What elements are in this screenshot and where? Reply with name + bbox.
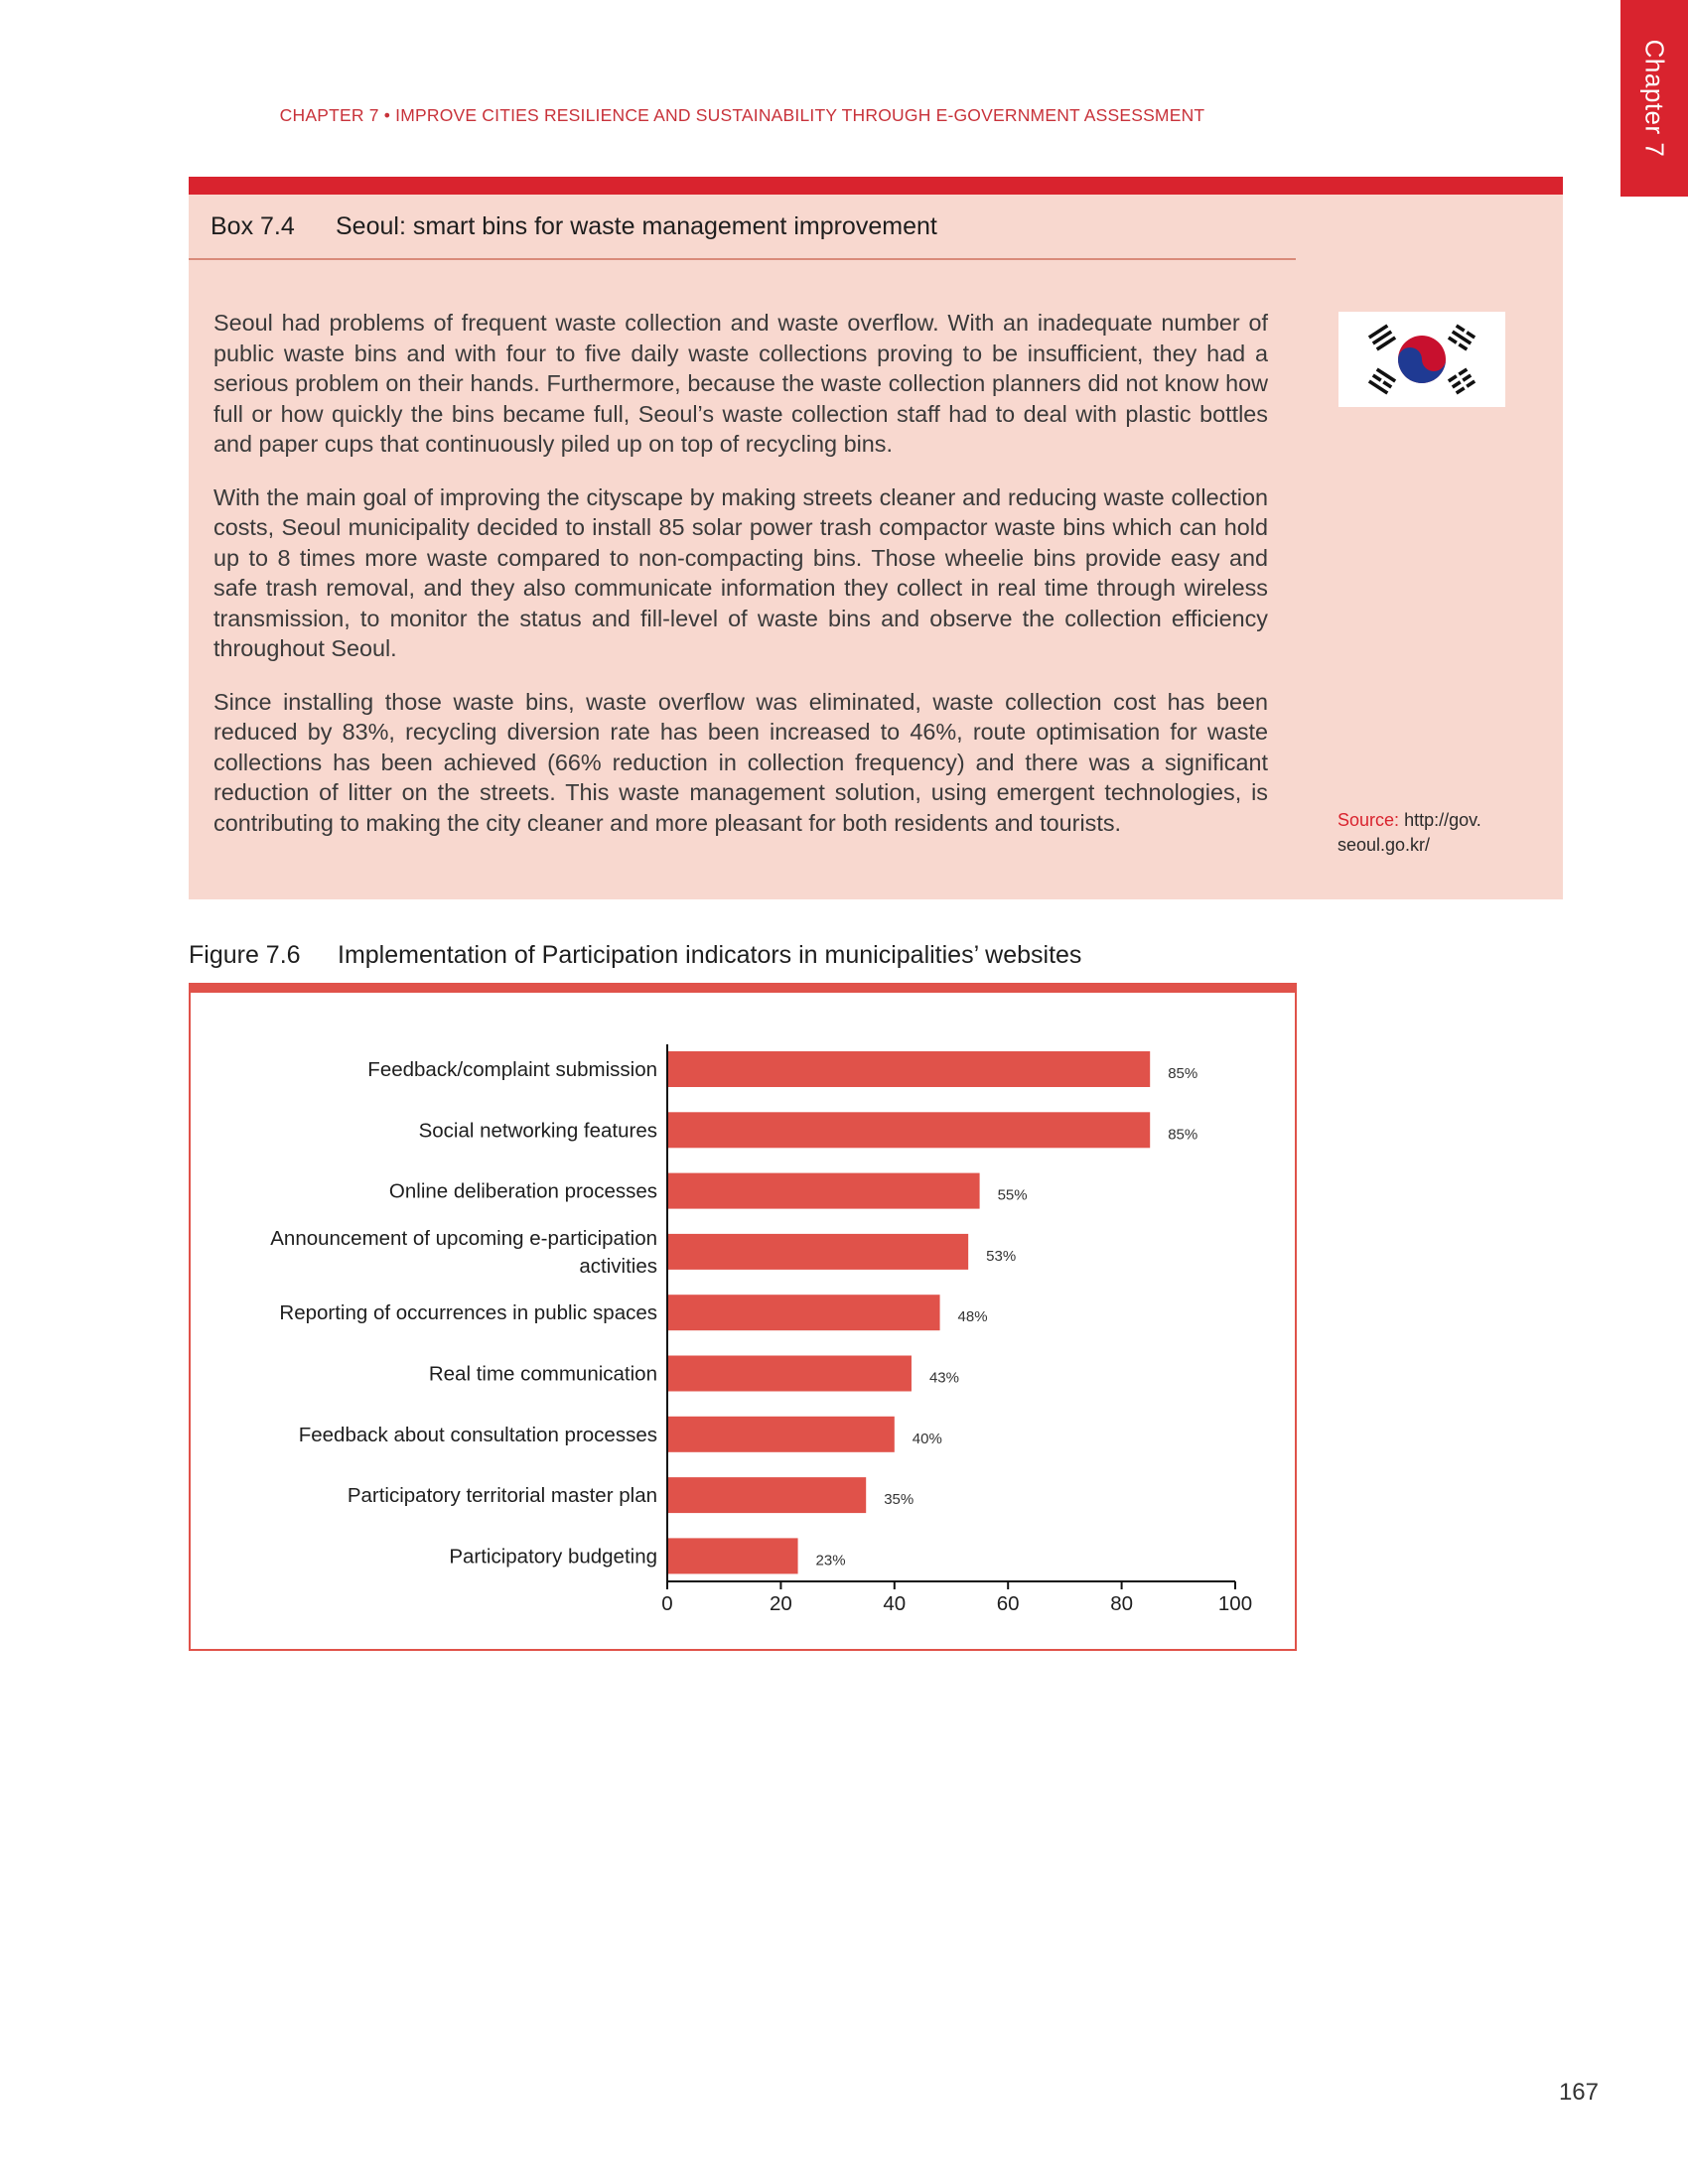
box-paragraph-2: With the main goal of improving the cityscape by making streets cleaner and reducing waste collection costs, Seoul municipality decided to install 85 solar power trash compactor waste bins which can hold up to 8 times more waste compared to non-compacting bins. Those wheelie bins provide easy and safe trash removal, and they also communicate information they collect in real time through wireless transmission, to monitor the status and fill-level of waste bins and observe the collection efficiency throughout Seoul.	[213, 483, 1268, 661]
south-korea-flag-image	[1338, 312, 1505, 407]
box-source	[1337, 808, 1526, 858]
box-top-bar	[189, 177, 1563, 195]
page-number: 167	[1558, 2079, 1599, 2106]
bar-value-label-8: 35%	[884, 1491, 914, 1509]
box-number: Box 7.4	[211, 212, 295, 240]
category-label-9: Participatory budgeting	[449, 1545, 657, 1569]
category-label-6: Real time communication	[428, 1362, 657, 1386]
figure-title-text: Implementation of Participation indicators in municipalities’ websites	[338, 941, 1082, 969]
chapter-tab-label: Chapter 7	[1639, 39, 1670, 158]
bar-4	[668, 1234, 968, 1270]
box-7-4	[189, 177, 1563, 899]
bar-chart	[189, 983, 1297, 1651]
category-label-1: Feedback/complaint submission	[367, 1058, 657, 1081]
bar-value-label-5: 48%	[957, 1308, 988, 1326]
bar-2	[668, 1112, 1150, 1148]
bar-value-label-7: 40%	[912, 1430, 942, 1447]
bar-5	[668, 1295, 940, 1330]
x-tick-label-100: 100	[1217, 1592, 1253, 1615]
x-tick-label-0: 0	[661, 1592, 673, 1615]
bar-value-label-9: 23%	[815, 1552, 846, 1570]
running-header: CHAPTER 7 • IMPROVE CITIES RESILIENCE AND SUSTAINABILITY THROUGH E-GOVERNMENT ASSESSMENT	[279, 105, 1205, 125]
figure-title	[189, 941, 1081, 970]
bar-7	[668, 1417, 895, 1452]
bar-value-label-1: 85%	[1168, 1065, 1198, 1082]
source-label: Source:	[1337, 810, 1400, 830]
bar-6	[668, 1356, 912, 1392]
chapter-tab	[1620, 0, 1688, 197]
box-title-divider	[189, 258, 1296, 260]
south-korea-flag-icon	[1338, 312, 1505, 407]
category-label-2: Social networking features	[418, 1119, 657, 1143]
source-link[interactable]: http://gov. seoul.go.kr/	[1337, 810, 1481, 855]
bar-value-label-2: 85%	[1168, 1126, 1198, 1144]
category-label-8: Participatory territorial master plan	[347, 1484, 657, 1508]
box-title	[211, 212, 937, 241]
figure-number: Figure 7.6	[189, 941, 301, 969]
box-body	[213, 308, 1268, 861]
category-label-4-line-2: activities	[579, 1254, 657, 1278]
category-label-3: Online deliberation processes	[388, 1179, 657, 1203]
bar-9	[668, 1538, 798, 1573]
box-paragraph-3: Since installing those waste bins, waste overflow was eliminated, waste collection cost has been reduced by 83%, recycling diversion rate has been increased to 46%, route optimisation for waste collections has been achieved (66% reduction in collection frequency) and there was a significant reduction of litter on the streets. This waste management solution, using emergent technologies, is contributing to making the city cleaner and more pleasant for both residents and tourists.	[213, 688, 1268, 836]
x-tick-label-80: 80	[1110, 1592, 1134, 1615]
category-label-5: Reporting of occurrences in public spaces	[279, 1301, 657, 1325]
category-label-4-line-1: Announcement of upcoming e-participation	[270, 1226, 657, 1250]
category-label-7: Feedback about consultation processes	[298, 1423, 657, 1446]
bar-value-label-6: 43%	[928, 1369, 959, 1387]
x-tick-label-20: 20	[769, 1592, 792, 1615]
bar-3	[668, 1173, 980, 1209]
bar-value-label-3: 55%	[997, 1186, 1028, 1204]
box-title-text: Seoul: smart bins for waste management improvement	[336, 212, 937, 240]
bar-value-label-4: 53%	[986, 1247, 1017, 1265]
x-tick-label-40: 40	[883, 1592, 907, 1615]
bar-1	[668, 1051, 1150, 1087]
chart-frame	[189, 983, 1297, 1651]
bar-8	[668, 1477, 866, 1513]
x-tick-label-60: 60	[996, 1592, 1020, 1615]
box-paragraph-1: Seoul had problems of frequent waste collection and waste overflow. With an inadequate number of public waste bins and with four to five daily waste collections proving to be insufficient, they had a serious problem on their hands. Furthermore, because the waste collection planners did not know how full or how quickly the bins became full, Seoul’s waste collection staff had to deal with plastic bottles and paper cups that continuously piled up on top of recycling bins.	[213, 310, 1268, 457]
